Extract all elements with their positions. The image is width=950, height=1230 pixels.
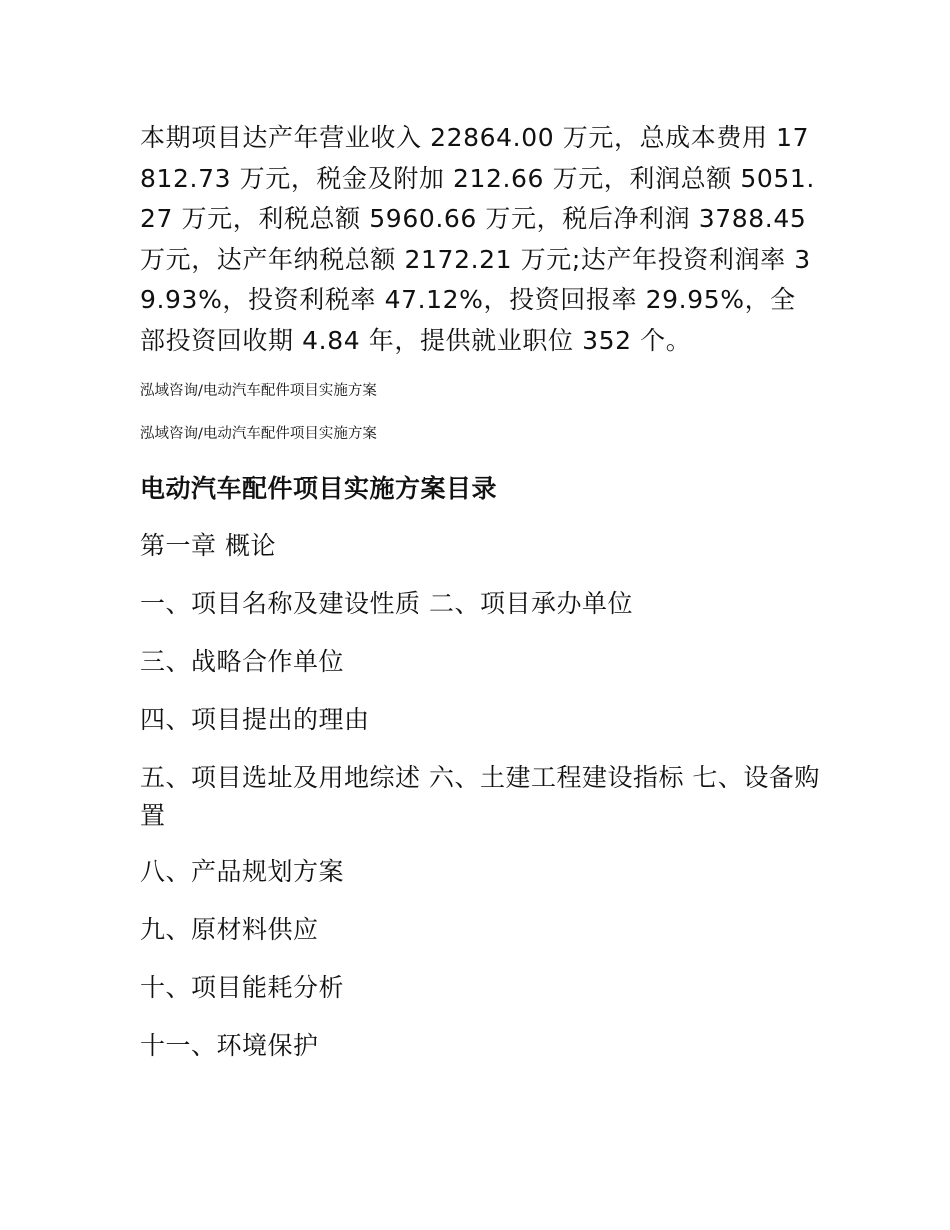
toc-item[interactable]: 四、项目提出的理由 [140, 705, 370, 734]
running-header: 泓域咨询/电动汽车配件项目实施方案 [140, 426, 377, 442]
toc-item[interactable]: 八、产品规划方案 [140, 857, 345, 886]
toc-item[interactable]: 十、项目能耗分析 [140, 973, 345, 1002]
document-page [140, 118, 820, 1065]
running-header: 泓域咨询/电动汽车配件项目实施方案 [140, 383, 377, 399]
table-of-contents [140, 527, 820, 1065]
toc-item[interactable]: 三、战略合作单位 [140, 647, 345, 676]
toc-item[interactable]: 十一、环境保护 [140, 1031, 319, 1060]
toc-item[interactable]: 九、原材料供应 [140, 915, 319, 944]
intro-paragraph: 本期项目达产年营业收入 22864.00 万元，总成本费用 17812.73 万元，税金及附加 212.66 万元，利润总额 5051.27 万元，利税总额 5960.66 万元，税后净利润 3788.45 万元，达产年纳税总额 2172.21 万元;达产年投资利润率 39.93%，投资利税率 47.12%，投资回报率 29.95%，全部投资回收期 4.84 年，提供就业职位 352 个。 [140, 123, 815, 355]
toc-item[interactable]: 一、项目名称及建设性质 二、项目承办单位 [140, 589, 633, 618]
toc-item[interactable]: 第一章 概论 [140, 531, 276, 560]
toc-title: 电动汽车配件项目实施方案目录 [140, 474, 498, 503]
toc-item[interactable]: 五、项目选址及用地综述 六、土建工程建设指标 七、设备购置 [140, 763, 820, 830]
